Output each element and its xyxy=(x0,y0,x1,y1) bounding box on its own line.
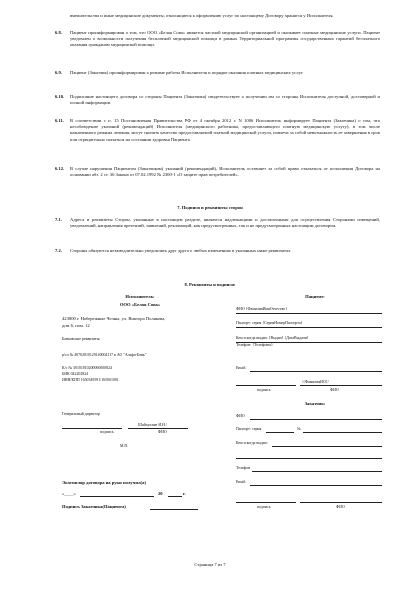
clause-7-1-text: Адреса и реквизиты Сторон, указанные в настоящем разделе, являются надлежащими и достаточными для осуществления Сторонами извещений, уведомлений, направления претензий, заявлений, рекламаций, как предусмотренных, так и не предусмотренных настоящим договором. xyxy=(70,217,380,229)
clause-7-2-text: Стороны обязуются незамедлительно уведомлять друг друга о любых изменениях в указанных ниже реквизитах. xyxy=(70,248,292,253)
section-7-title: 7. Подписи и реквизиты сторон xyxy=(177,205,243,210)
director-label: Генеральный директор xyxy=(62,412,100,416)
patient-name-line xyxy=(300,385,382,386)
clause-6-8-text: Пациент проинформирован о том, что ООО «Белая Сова» является частной медицинской организацией и оказывает платные медицинские услуги. Пациент уведомлен о возможности получения бесплатной медицинской помощи в рамках Территориальной программы государственных гарантий бесплатного оказания гражданам медицинской помощи. xyxy=(70,30,380,48)
receipt-year-mark: 20 xyxy=(158,491,163,496)
customer-fio-caption: ФИО xyxy=(336,505,345,509)
customer-passport-number-mark: № xyxy=(297,427,301,431)
clause-6-11-text: В соответствии с п. 15 Постановления Правительства РФ от 4 октября 2012 г. N 1006 Исполнитель информирует Пациента (Заказчика) о том, что несоблюдение указаний (рекомендаций) Исполнителя (медицинского работника, предоставляющего платную медицинскую услугу), в том числе назначенного режима лечения, могут снизить качество предоставляемой платной медицинской услуги, повлечь за собой невозможность ее завершения в срок или отрицательно сказаться на состоянии здоровья Пациента. xyxy=(70,118,380,142)
executor-corr-account: К/с № 30101810200000000824 xyxy=(62,366,112,370)
director-signature-line xyxy=(62,428,122,429)
page-number: Страница 7 из 7 xyxy=(194,562,226,567)
customer-issued-line xyxy=(272,446,382,447)
customer-fio-line xyxy=(250,419,382,420)
executor-address-line2: дом 6, пом. 12 xyxy=(62,323,90,328)
patient-name-signature: /{ФамилияИО}/ xyxy=(302,380,329,384)
customer-passport-label: Паспорт: серия xyxy=(236,427,262,431)
clause-7-2-number: 7.2. xyxy=(55,248,62,253)
director-fio-caption: ФИО xyxy=(158,430,167,434)
customer-issued-label: Кем и когда выдан: xyxy=(236,441,268,445)
receipt-title: Экземпляр договора на руки получил(а) xyxy=(62,480,146,485)
patient-email-line xyxy=(250,371,382,372)
executor-inn: ИНН/КПП 1650349591/165001001 xyxy=(62,378,119,382)
section-8-title: 8. Реквизиты и подписи: xyxy=(184,282,236,287)
executor-address-line1: 423800 г. Набережные Челны, ул. Виктора Полякова, xyxy=(62,316,166,321)
patient-email-label: Email: xyxy=(236,366,247,370)
clause-7-1-number: 7.1. xyxy=(55,217,62,222)
clause-6-8-number: 6.8. xyxy=(55,30,62,35)
customer-email-line xyxy=(250,485,382,486)
receipt-date-mark: «____» xyxy=(62,491,76,496)
patient-passport: Паспорт: серия {СерияНомерПаспорта} xyxy=(236,321,303,325)
customer-heading: Заказчик: xyxy=(304,401,326,406)
stamp-mark: М.П. xyxy=(120,444,129,448)
receipt-year-line xyxy=(168,496,182,497)
customer-email-label: Email: xyxy=(236,480,247,484)
clause-6-10-number: 6.10. xyxy=(55,94,65,99)
patient-passport-line xyxy=(236,327,382,328)
patient-fio-line xyxy=(236,313,382,314)
patient-sig-caption: подпись xyxy=(257,388,271,392)
customer-phone-line xyxy=(252,471,382,472)
customer-sig-caption: подпись xyxy=(257,505,271,509)
patient-phone: Телефон: {Телефоны} xyxy=(236,343,273,347)
patient-fio: ФИО {ФамилияИмяОтчество} xyxy=(236,307,288,311)
receipt-sign-label: Подпись Заказчика(Пациента) xyxy=(62,504,126,509)
executor-heading: Исполнитель: xyxy=(125,294,155,299)
receipt-year-suffix: г. xyxy=(183,491,186,496)
customer-fio-label: ФИО xyxy=(236,414,245,418)
executor-company: ООО «Белая Сова» xyxy=(119,302,161,307)
clause-6-12-text: В случае нарушения Пациентом (Заказчиком) указаний (рекомендаций), Исполнитель оставляет за собой право отказаться от исполнения Договора на основании абз. 2 ст. 36 Закона от 07.02.1992 № 2300-1 «О защите прав потребителей». xyxy=(70,166,380,178)
customer-passport-number-line xyxy=(303,432,382,433)
executor-account: р/сч № 40702810129140004117 в АО "Альфа-Банк" xyxy=(62,353,147,357)
top-fragment: вмешательства и иные медицинские документы, относящиеся к оформлению услуг по настоящему Договору хранятся у Исполнителя. xyxy=(70,13,334,18)
director-sig-caption: подпись xyxy=(100,430,114,434)
executor-bik: БИК 042202824 xyxy=(62,372,89,376)
patient-fio-caption: ФИО xyxy=(330,388,339,392)
patient-issued: Кем и когда выдан: {Выдан} {ДатаВыдачи} xyxy=(236,336,309,340)
receipt-month-line xyxy=(80,496,154,497)
clause-6-9-text: Пациент (Заказчик) проинформирован о режиме работы Исполнителя и порядке оказания платных медицинских услуг. xyxy=(70,70,304,75)
patient-heading: Пациент: xyxy=(305,294,325,299)
clause-6-10-text: Подписание настоящего договора со стороны Пациента (Заказчика) свидетельствует о получении им со стороны Исполнителя доступной, достоверной и полной информации. xyxy=(70,94,380,106)
clause-6-11-number: 6.11. xyxy=(55,118,64,123)
customer-name-line xyxy=(300,502,382,503)
clause-6-9-number: 6.9. xyxy=(55,70,62,75)
director-name: Шайхуллин И.Н./ xyxy=(138,423,167,427)
customer-passport-series-line xyxy=(266,432,294,433)
director-name-line xyxy=(128,428,188,429)
customer-issued-line-2 xyxy=(236,458,382,459)
receipt-sign-line xyxy=(150,509,198,510)
executor-bank-label: Банковские реквизиты: xyxy=(62,337,101,341)
clause-6-12-number: 6.12. xyxy=(55,166,65,171)
customer-signature-line xyxy=(236,502,296,503)
patient-signature-line xyxy=(236,385,296,386)
customer-phone-label: Телефон xyxy=(236,466,251,470)
